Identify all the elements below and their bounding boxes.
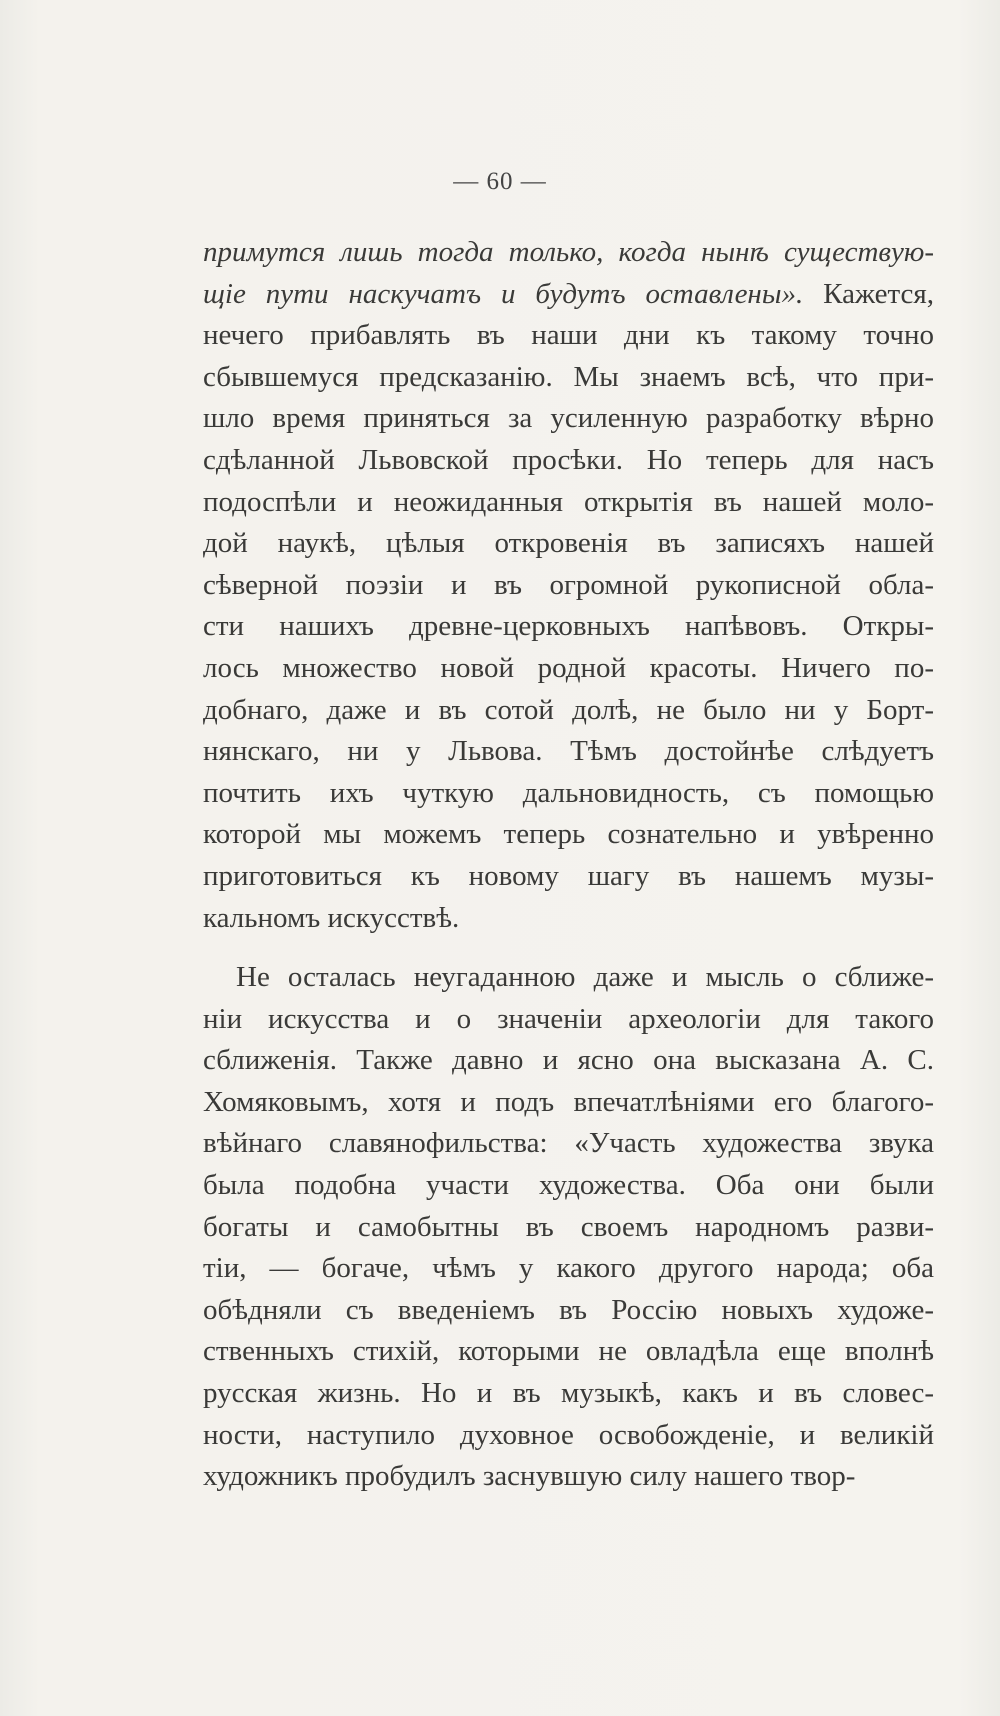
line-text: дой наукѣ, цѣлыя откровенія въ записяхъ нашей — [203, 527, 934, 560]
text-line — [203, 814, 934, 856]
line-text: кальномъ искусствѣ. — [203, 901, 460, 934]
line-text: добнаго, даже и въ сотой долѣ, не было ни у Борт- — [203, 693, 934, 726]
line-text: Не осталась неугаданною даже и мысль о сближе- — [236, 961, 934, 994]
text-line — [203, 731, 934, 773]
line-text: нянскаго, ни у Львова. Тѣмъ достойнѣе слѣдуетъ — [203, 735, 934, 768]
text-line — [203, 1456, 934, 1498]
paragraph — [203, 957, 934, 1498]
text-line — [203, 274, 934, 316]
text-line — [203, 957, 934, 999]
line-text: ніи искусства и о значеніи археологіи для такого — [203, 1002, 934, 1035]
text-line — [203, 648, 934, 690]
line-text: сближенія. Также давно и ясно она высказана А. С. — [203, 1044, 934, 1077]
line-text: нечего прибавлять въ наши дни къ такому точно — [203, 319, 934, 352]
line-text: шло время приняться за усиленную разработку вѣрно — [203, 402, 934, 435]
paragraph-gap — [203, 939, 934, 957]
line-text: богаты и самобытны въ своемъ народномъ разви- — [203, 1210, 934, 1243]
text-line — [203, 440, 934, 482]
line-text: сдѣланной Львовской просѣки. Но теперь для насъ — [203, 443, 934, 476]
text-line — [203, 398, 934, 440]
line-text: обѣдняли съ введеніемъ въ Россію новыхъ художе- — [203, 1293, 934, 1326]
text-line — [203, 232, 934, 274]
text-line — [203, 523, 934, 565]
text-line — [203, 1040, 934, 1082]
text-line — [203, 606, 934, 648]
page-number: — 60 — — [453, 168, 547, 195]
italic-quote: щіе пути наскучатъ и будутъ оставлены». — [203, 277, 804, 310]
line-text: русская жизнь. Но и въ музыкѣ, какъ и въ словес- — [203, 1377, 934, 1410]
body-text — [203, 232, 934, 1498]
text-line — [203, 1290, 934, 1332]
text-line — [203, 482, 934, 524]
text-line — [203, 999, 934, 1041]
italic-quote: примутся лишь тогда только, когда нынѣ существую- — [203, 236, 934, 268]
line-text: тіи, — богаче, чѣмъ у какого другого народа; оба — [203, 1252, 934, 1285]
line-text: сти нашихъ древне-церковныхъ напѣвовъ. Откры- — [203, 610, 934, 643]
text-line — [203, 357, 934, 399]
line-text: вѣйнаго славянофильства: «Участь художества звука — [203, 1127, 934, 1160]
line-text: подоспѣли и неожиданныя открытія въ нашей моло- — [203, 485, 934, 518]
line-text: Хомяковымъ, хотя и подъ впечатлѣніями его благого- — [203, 1085, 934, 1118]
line-text: Кажется, — [803, 277, 934, 310]
text-line — [203, 690, 934, 732]
line-text: была подобна участи художества. Оба они были — [203, 1169, 934, 1202]
text-line — [203, 1123, 934, 1165]
text-line — [203, 1165, 934, 1207]
line-text: приготовиться къ новому шагу въ нашемъ музы- — [203, 859, 934, 892]
text-line — [203, 1082, 934, 1124]
paragraph — [203, 232, 934, 939]
line-text: сбывшемуся предсказанію. Мы знаемъ всѣ, что при- — [203, 360, 934, 393]
line-text: сѣверной поэзіи и въ огромной рукописной обла- — [203, 568, 934, 601]
text-line — [203, 315, 934, 357]
text-line — [203, 1331, 934, 1373]
line-text: ности, наступило духовное освобожденіе, и великій — [203, 1418, 934, 1451]
line-text: ственныхъ стихій, которыми не овладѣла еще вполнѣ — [203, 1335, 934, 1368]
line-text: почтить ихъ чуткую дальновидность, съ помощью — [203, 776, 934, 809]
line-text: художникъ пробудилъ заснувшую силу нашего твор- — [203, 1460, 856, 1493]
text-line — [203, 898, 934, 940]
text-line — [203, 565, 934, 607]
text-line — [203, 1415, 934, 1457]
line-text: лось множество новой родной красоты. Ничего по- — [203, 651, 934, 684]
text-line — [203, 773, 934, 815]
text-line — [203, 1207, 934, 1249]
text-line — [203, 1373, 934, 1415]
line-text: которой мы можемъ теперь сознательно и увѣренно — [203, 818, 934, 851]
text-line — [203, 1248, 934, 1290]
text-line — [203, 856, 934, 898]
